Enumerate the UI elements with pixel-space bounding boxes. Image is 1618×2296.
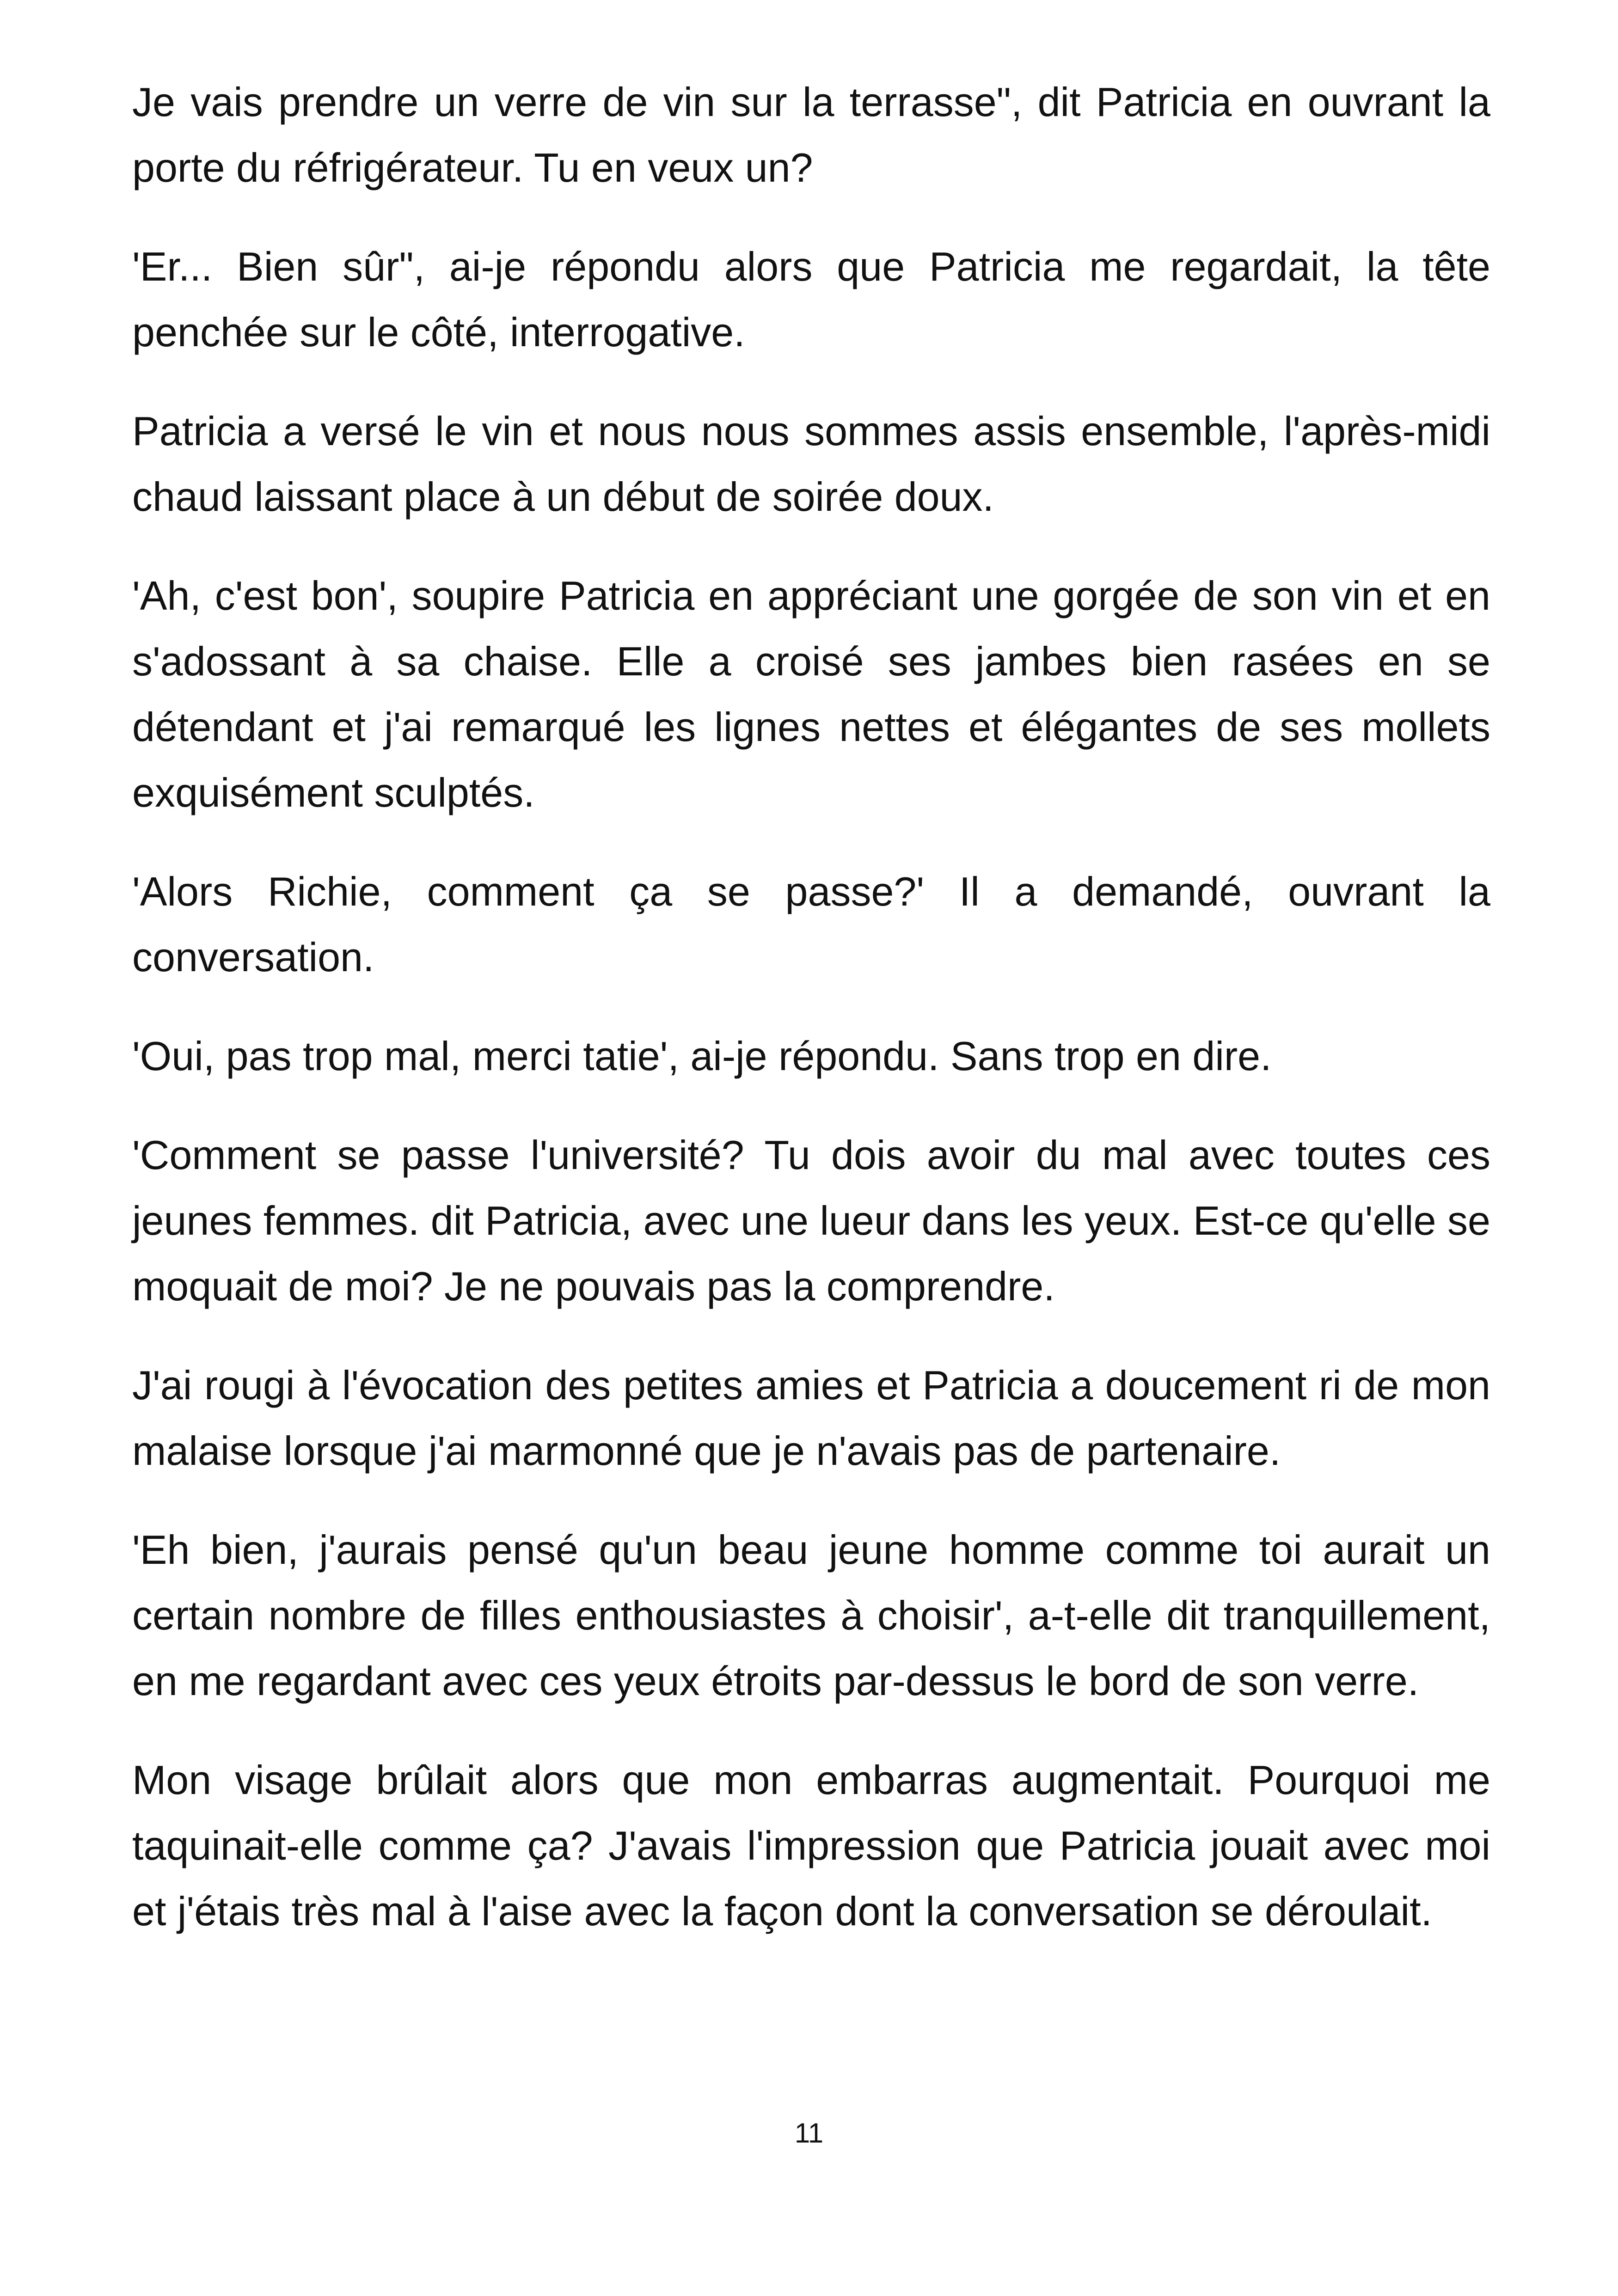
paragraph-4: 'Ah, c'est bon', soupire Patricia en appréciant une gorgée de son vin et en s'adossant à sa chaise. Elle a croisé ses jambes bien rasées en se détendant et j'ai remarqué les lignes nettes et élégantes de ses mollets exquisément sculptés. (132, 573, 1490, 815)
paragraph-1: Je vais prendre un verre de vin sur la terrasse", dit Patricia en ouvrant la porte du réfrigérateur. Tu en veux un? (132, 79, 1490, 190)
paragraph-8: J'ai rougi à l'évocation des petites amies et Patricia a doucement ri de mon malaise lorsque j'ai marmonné que je n'avais pas de partenaire. (132, 1362, 1490, 1474)
paragraph-10: Mon visage brûlait alors que mon embarras augmentait. Pourquoi me taquinait-elle comme ça? J'avais l'impression que Patricia jouait avec moi et j'étais très mal à l'aise avec la façon dont la conversation se déroulait. (132, 1757, 1490, 1934)
paragraph-6: 'Oui, pas trop mal, merci tatie', ai-je répondu. Sans trop en dire. (132, 1033, 1272, 1079)
paragraph-2: 'Er... Bien sûr", ai-je répondu alors que Patricia me regardait, la tête penchée sur le côté, interrogative. (132, 244, 1490, 355)
paragraph-7: 'Comment se passe l'université? Tu dois avoir du mal avec toutes ces jeunes femmes. dit Patricia, avec une lueur dans les yeux. Est-ce qu'elle se moquait de moi? Je ne pouvais pas la comprendre. (132, 1132, 1490, 1309)
paragraph-3: Patricia a versé le vin et nous nous sommes assis ensemble, l'après-midi chaud laissant place à un début de soirée doux. (132, 408, 1490, 520)
paragraph-9: 'Eh bien, j'aurais pensé qu'un beau jeune homme comme toi aurait un certain nombre de filles enthousiastes à choisir', a-t-elle dit tranquillement, en me regardant avec ces yeux étroits par-dessus le bord de son verre. (132, 1527, 1490, 1704)
page-number: 11 (794, 2118, 824, 2149)
body-text (132, 69, 1490, 1978)
paragraph-5: 'Alors Richie, comment ça se passe?' Il a demandé, ouvrant la conversation. (132, 869, 1490, 980)
